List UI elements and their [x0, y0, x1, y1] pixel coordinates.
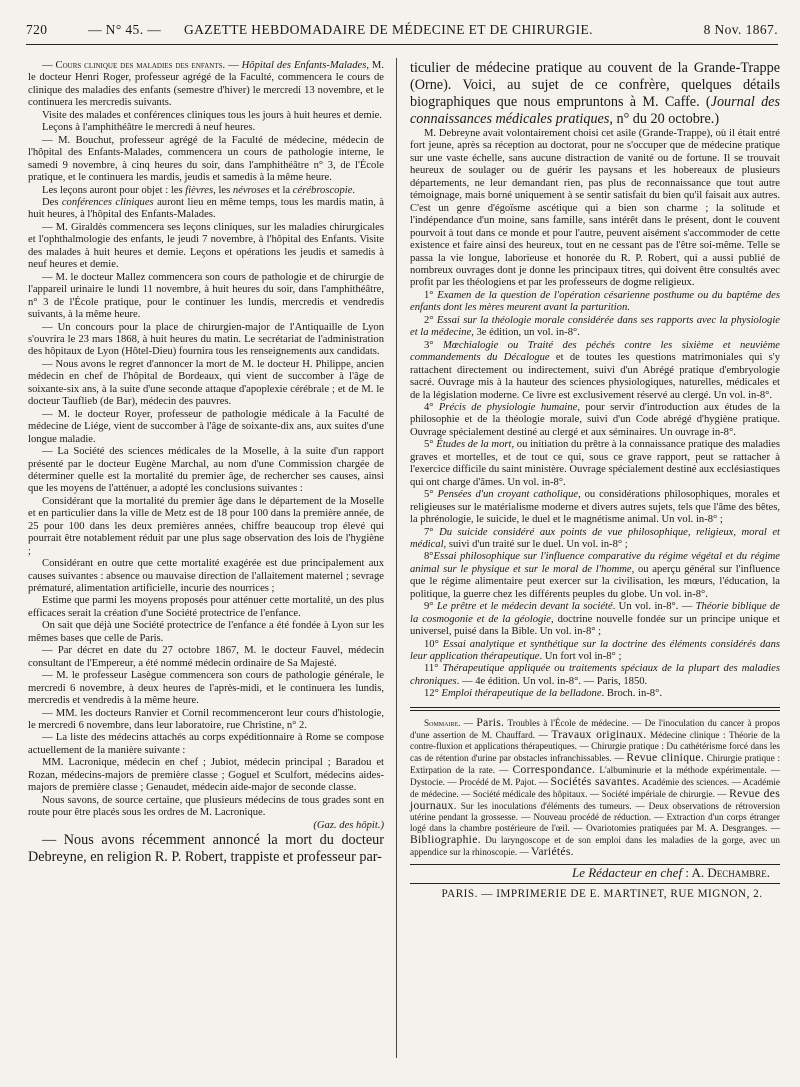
text-fragment: Essai analytique et synthétique sur la doctrine des éléments considérés dans leur application thérapeutique [410, 638, 780, 663]
text-fragment: 11° [424, 663, 443, 675]
news-item-ranvier-cornil: — MM. les docteurs Ranvier et Cornil recommenceront leur cours d'histologie, le mercredi 6 novembre, dans leur laboratoire, rue Christine, n° 2. [28, 707, 384, 732]
work-item [410, 639, 780, 664]
source-citation [28, 820, 384, 832]
work-item [410, 601, 780, 638]
text-fragment: Médecine clinique : Théorie de la contre-fluxion et applications thérapeutiques. — Chirurgie pratique : Du cathétérisme forcé dans les cas de rétention d'urine par obstacles infranchissables. — [410, 729, 780, 763]
work-item [410, 439, 780, 489]
news-paragraph: On sait que déjà une Société protectrice de l'enfance a été fondée à Lyon sur les mêmes bases que celle de Paris. [28, 620, 384, 644]
news-paragraph [28, 185, 384, 197]
text-fragment: Revue clinique. [626, 750, 705, 764]
right-column [410, 60, 780, 901]
text-fragment: Revue des journaux. [410, 786, 781, 812]
text-fragment: et de toutes les questions matrimoniales qui s'y rattachent directement ou indirectement, suivi d'un Abrégé pratique d'embryologie sacré. Ouvrage mis à la hauteur des sciences physiologiques, naturelles, médicales et de la législation moderne. Ce livre est exclusivement réservé au clergé. Un vol. in-8°. [410, 352, 780, 401]
text-fragment: Les leçons auront pour objet : les [42, 184, 186, 196]
text-fragment: auront lieu en même temps, tous les mardis matin, à huit heures, à l'hôpital des Enfants-Malades. [28, 196, 384, 221]
text-fragment: (Gaz. des hôpit.) [313, 819, 384, 831]
header-rule [26, 44, 778, 45]
text-fragment: 3° [424, 339, 443, 351]
text-fragment: , 3e édition, un vol. in-8°. [471, 327, 580, 339]
news-item-giraldes: — M. Giraldès commencera ses leçons cliniques, sur les maladies chirurgicales et l'ophthalmologie des enfants, le jeudi 7 novembre, à l'hôpital des Enfants. Visite des malades à huit heures et demie. Leçons et opérations les jeudis et samedis à neuf heures et demie. [28, 221, 384, 271]
text-fragment: Des [42, 196, 62, 208]
imprint-top-rule [410, 883, 780, 884]
text-fragment: Essai sur la théologie morale considérée dans ses rapports avec la physiologie et la médecine [410, 314, 780, 339]
summary-label: Sommaire. [424, 717, 461, 728]
text-fragment: Travaux originaux. [551, 727, 647, 741]
printer-imprint: PARIS. — IMPRIMERIE DE E. MARTINET, RUE MIGNON, 2. [441, 888, 763, 901]
text-fragment: — [460, 717, 477, 728]
work-item [410, 402, 780, 439]
text-fragment: Correspondance. [512, 762, 596, 776]
text-fragment: névroses [232, 184, 270, 196]
summary-second-rule [410, 710, 780, 711]
text-fragment: L'albuminurie et la méthode expérimentale. — Dystocie. — Procédé de M. Pajot. — [410, 764, 781, 787]
news-item-debreyne: — Nous avons récemment annoncé la mort du docteur Debreyne, en religion R. P. Robert, trappiste et professeur par- [28, 832, 384, 866]
text-fragment: Le prêtre et le médecin devant la société [436, 601, 613, 613]
text-fragment: Thérapeutique appliquée ou traitements spéciaux de la plupart des maladies chroniques [410, 663, 780, 687]
text-fragment: conférences cliniques [61, 196, 154, 208]
text-fragment: — Cours clinique des maladies des enfants. — [42, 60, 242, 71]
text-fragment: 4° [424, 401, 439, 413]
text-fragment: ticulier de médecine pratique au couvent de la Grande-Trappe (Orne). Voici, au sujet de ce confrère, quelques détails biographiques que nous empruntons à M. Caffe. ( [410, 60, 780, 110]
text-fragment: Sociétés savantes. [550, 774, 640, 788]
text-fragment: 9° [424, 601, 437, 613]
text-fragment: , suivi d'un traité sur le duel. Un vol. in-8° ; [443, 538, 628, 550]
work-item [410, 551, 780, 601]
news-paragraph: Estime que parmi les moyens proposés pour atténuer cette mortalité, un des plus efficaces serait la création d'une Société protectrice de l'enfance. [28, 595, 384, 619]
text-fragment: Le Rédacteur en chef [571, 864, 683, 880]
text-fragment: Du suicide considéré aux points de vue philosophique, religieux, moral et médical [410, 526, 781, 550]
text-fragment: 5° [424, 489, 438, 501]
text-fragment: 8° [424, 551, 434, 563]
news-item-mallez: — M. le docteur Mallez commencera son cours de pathologie et de chirurgie de l'appareil urinaire le lundi 11 novembre, à huit heures du soir, dans l'amphithéâtre, n° 3 de l'École pratique, pour le continuer les lundis, mercredis et vendredis suivants, à la même heure. [28, 271, 384, 321]
text-fragment: Examen de la question de l'opération césarienne posthume ou du baptême des enfants dont les mères meurent avant la parturition. [410, 289, 781, 314]
news-item-concours: — Un concours pour la place de chirurgien-major de l'Antiquaille de Lyon s'ouvrira le 23 mars 1868, à huit heures du matin. Le secrétariat de l'administration des hôpitaux de Lyon (Hôtel-Dieu) fournira tous les renseignements aux candidats. [28, 321, 384, 358]
text-fragment: , ou initiation du prêtre à la connaissance pratique des maladies graves et mortelles, et de tout ce qui, sous ce grave rapport, peut se rattacher à l'exercice difficile du saint ministère. Ouvrage spécialement destiné aux ecclésiastiques qui ont charge d'âmes. Un vol. in-8°. [410, 439, 780, 488]
debreyne-biography: M. Debreyne avait volontairement choisi cet asile (Grande-Trappe), où il était entré fort jeune, après sa réception au doctorat, pour ne s'occuper que de médecine pratique sur une vaste échelle, sans aucune distraction de vanité ou de fortune. Il se trouvait heureux de soulager ou de guérir les paysans et les hobereaux de plusieurs départements, ne leur demandant rien, pas plus de reconnaissance que tout autre témoignage, mais borné uniquement à se sentir satisfait du bien qu'il faisait aux autres. C'est un genre d'égoïsme ascétique qui a bien son charme ; la solitude et l'indépendance d'un moine, sans famille, sans intérêt dans le présent, dont le couvent pourvoit à tout dans ce monde et pour l'autre, peuvent aisément s'accommoder de cette existence et faire ainsi des heureux, tout en ne cessant pas de l'être soi-même. Telle se passa la vie longue, laborieuse et honorée du R. P. Robert, qui a aussi publié de nombreux ouvrages dont je donne les principaux titres, qui doivent être consultés avec profit par les théologiens et par les professeurs de dogme religieux. [410, 128, 780, 289]
text-fragment: 5° [424, 439, 437, 451]
news-item-roger [28, 60, 384, 110]
text-fragment: 7° [424, 526, 440, 538]
text-fragment: . Broch. in-8°. [601, 688, 662, 700]
news-item-deaths: — Nous avons le regret d'annoncer la mort de M. le docteur H. Philippe, ancien médecin en chef de l'hôpital de Bordeaux, qui vient de succomber à l'âge de soixante-six ans, à la suite d'une seconde attaque d'apoplexie cérébrale ; et de M. le docteur Tauflieb (de Bar), médecin des pauvres. [28, 358, 384, 408]
text-fragment: Chirurgie pratique : Extirpation de la rate. — [410, 752, 781, 775]
text-fragment: Paris. [476, 715, 505, 729]
text-fragment: 10° [424, 638, 443, 650]
text-fragment: : A. Dechambre. [682, 864, 770, 880]
text-fragment: 2° [424, 314, 437, 326]
text-fragment: 1° [424, 289, 438, 301]
text-fragment: , les [213, 184, 233, 196]
text-fragment: 12° [424, 688, 442, 700]
news-paragraph [28, 197, 384, 222]
text-fragment: , ou considérations philosophiques, morales et religieuses sur le matérialisme moderne et divers autres sujets, tels que l'âme des bêtes, la phrénologie, le suicide, le duel et le magnétisme animal. Un vol. in-8° ; [410, 489, 780, 526]
text-fragment: . Un vol. in-8°. — [612, 601, 696, 613]
text-fragment: , M. le docteur Henri Roger, professeur agrégé de la Faculté, commencera le cours de clinique des maladies des enfants (semestre d'hiver) le mercredi 13 novembre, et le continuera les mercredis suivants. [28, 60, 384, 109]
text-fragment: Troubles à l'École de médecine. — De l'inoculation du cancer à propos d'une assertion de M. Chauffard. — [410, 717, 781, 740]
text-fragment: Sur les inoculations d'éléments des tumeurs. — Deux observations de rétroversion utérine pendant la grossesse. — Nouveau procédé de réduction. — Extraction d'un corps étranger logé dans la chambre postérieure de l'œil. — Ovariotomies pratiquées par M. A. Desgranges. — [410, 800, 780, 833]
news-paragraph: Considérant en outre que cette mortalité exagérée est due principalement aux causes suivantes : absence ou mauvaise direction de l'allaitement maternel ; sevrage prématuré, alimentation artificielle, incurie des nourrices ; [28, 558, 384, 595]
work-item [410, 663, 780, 688]
work-item [410, 489, 780, 526]
work-item [410, 290, 780, 315]
text-fragment: Du laryngoscope et de son emploi dans les maladies de la gorge, avec un appendice sur la rhinoscopie. — [410, 834, 780, 857]
text-fragment: Précis de physiologie humaine [438, 401, 578, 413]
editor-line [410, 864, 780, 880]
news-paragraph: MM. Lacronique, médecin en chef ; Jubiot, médecin principal ; Baradou et Rozan, médecins-majors de première classe ; Goguel et Sculfort, médecins aides-majors de première classe ; Genaudet, médecin aide-major de seconde classe. [28, 757, 384, 794]
left-column [28, 60, 384, 866]
journal-title: GAZETTE HEBDOMADAIRE DE MÉDECINE ET DE CHIRURGIE. [184, 22, 593, 37]
text-fragment: Études de la mort [436, 439, 512, 451]
column-divider [396, 58, 397, 1058]
news-item-fauvel: — Par décret en date du 27 octobre 1867, M. le docteur Fauvel, médecin consultant de l'Empereur, a été nommé médecin ordinaire de Sa Majesté. [28, 645, 384, 669]
issue-number: — N° 45. — [88, 22, 162, 37]
text-fragment: , pour servir d'introduction aux études de la philosophie et de la théologie morale, suivi d'un Code abrégé d'hygiène pratique. Ouvrage spécialement destiné au clergé et aux séminaires. Un ouvrage in-8°. [410, 401, 780, 438]
summary-box [410, 717, 780, 858]
work-item [410, 340, 780, 402]
news-item-rome: — La liste des médecins attachés au corps expéditionnaire à Rome se compose actuellement de la manière suivante : [28, 732, 384, 756]
text-fragment: Essai philosophique sur l'influence comparative du régime végétal et du régime animal sur le physique et sur le moral de l'homme [410, 551, 780, 575]
news-paragraph: Leçons à l'amphithéâtre le mercredi à neuf heures. [42, 122, 256, 134]
page-number: 720 [26, 22, 48, 37]
text-fragment: Variétés. [530, 844, 574, 858]
issue-date: 8 Nov. 1867. [703, 22, 778, 37]
text-fragment: . [352, 184, 356, 196]
text-fragment: Emploi thérapeutique de la belladone [441, 688, 602, 700]
text-fragment: . — 4e édition. Un vol. in-8°. — Paris, 1850. [456, 675, 648, 687]
news-item-moselle: — La Société des sciences médicales de la Moselle, à la suite d'un rapport présenté par le docteur Eugène Marchal, au nom d'une Commission chargée de déterminer quelle est la mortalité du premier âge, de rechercher ses causes, ainsi que les moyens de l'atténuer, a adopté les conclusions suivantes : [28, 446, 384, 495]
debreyne-intro [410, 60, 780, 128]
text-fragment: et la [269, 184, 293, 196]
text-fragment: Hôpital des Enfants-Malades [241, 60, 367, 71]
news-paragraph: Nous savons, de source certaine, que plusieurs médecins de tous grades sont en route pour être placés sous les ordres de M. Lacronique. [28, 794, 384, 819]
text-fragment: , n° du 20 octobre.) [609, 111, 720, 127]
news-item-bouchut: — M. Bouchut, professeur agrégé de la Faculté de médecine, médecin de l'hôpital des Enfants-Malades, commencera un cours de pathologie interne, le samedi 9 novembre, à cinq heures du soir, dans l'amphithéâtre n° 3, de l'École pratique, et le continuera les mardis, jeudis et samedis à la même heure. [28, 134, 384, 184]
summary-top-rule [410, 707, 780, 708]
text-fragment: Pensées d'un croyant catholique [437, 489, 579, 501]
text-fragment: cérébroscopie [292, 184, 353, 196]
news-paragraph: Considérant que la mortalité du premier âge dans le département de la Moselle et en particulier dans la ville de Metz est de 18 pour 100 dans la première année, de 25 pour 100 dans les deux premières années, chiffre beaucoup trop élevé qui pourrait être notablement réduit par une plus sage observation des lois de l'hygiène ; [28, 495, 384, 557]
news-paragraph: Visite des malades et conférences cliniques tous les jours à huit heures et demie. [42, 109, 383, 121]
text-fragment: , doctrine nouvelle fondée sur un principe unique et universel, puisé dans la Bible. Un vol. in-8° ; [410, 613, 781, 638]
work-item [410, 315, 780, 340]
work-item [410, 688, 780, 700]
text-fragment: fièvres [185, 184, 214, 196]
text-fragment: , ou aperçu général sur l'influence que le régime alimentaire peut exercer sur la civilisation, les mœurs, l'éducation, la politique, la guerre chez les différents peuples du globe. Un vol. in-8°. [410, 563, 781, 600]
news-item-royer: — M. le docteur Royer, professeur de pathologie médicale à la Faculté de médecine de Liége, vient de succomber à l'âge de soixante-dix ans, aux suites d'une longue maladie. [28, 408, 384, 445]
news-item-lasegue: — M. le professeur Lasègue commencera son cours de pathologie générale, le mercredi 6 novembre, à deux heures de l'après-midi, et le continuera les lundis, mercredis et vendredis à la même heure. [28, 670, 384, 707]
work-item [410, 527, 780, 552]
text-fragment: Théorie biblique de la cosmogonie et de la géologie [410, 601, 780, 625]
text-fragment: . Un fort vol in-8° ; [539, 651, 622, 663]
text-fragment: Académie des sciences. — Académie de médecine. — Société médicale des hôpitaux. — Société impériale de chirurgie. — [410, 776, 781, 799]
summary-text [410, 717, 780, 858]
text-fragment: Bibliographie. [410, 832, 481, 846]
text-fragment: Mœchialogie ou Traité des péchés contre les sixième et neuvième commandements du Décalogue [410, 339, 780, 364]
page-header [26, 22, 778, 42]
text-fragment: Journal des connaissances médicales pratiques [410, 94, 780, 127]
